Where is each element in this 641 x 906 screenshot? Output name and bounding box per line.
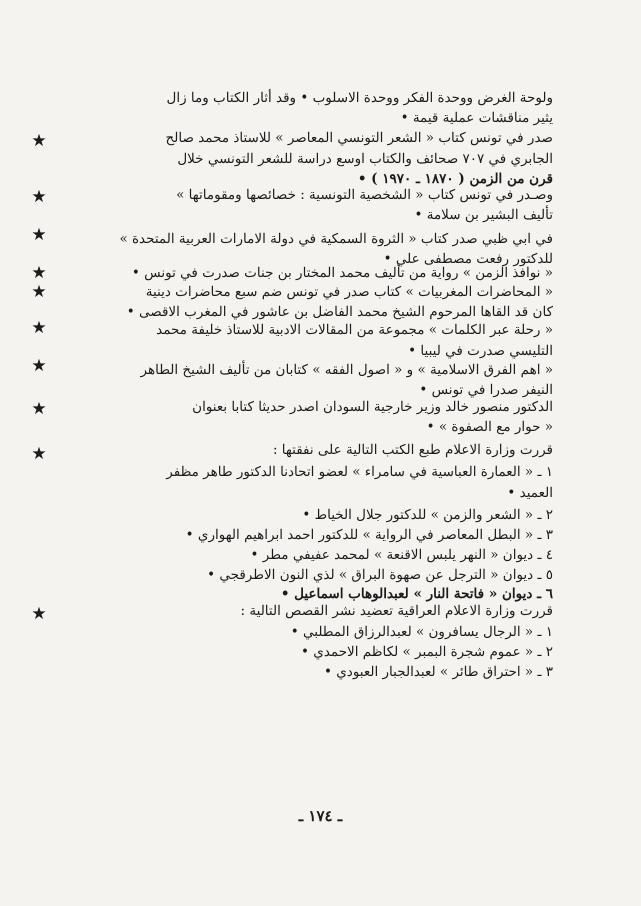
star-bullet-icon: ★ — [31, 263, 47, 283]
text-line: قررت وزارة الاعلام العراقية تعضيد نشر القصص التالية : — [240, 603, 553, 619]
text-line: تأليف البشير بن سلامة • — [414, 207, 553, 223]
text-line: الدكتور منصور خالد وزير خارجية السودان اصدر حديثا كتابا بعنوان — [192, 399, 553, 415]
text-line: التليسي صدرت في ليبيا • — [408, 343, 553, 359]
star-bullet-icon: ★ — [31, 444, 47, 464]
text-line: ٦ ـ ديوان « فاتحة النار » لعبدالوهاب اسماعيل • — [280, 586, 553, 602]
text-line: الجابري في ٧٠٧ صحائف والكتاب اوسع دراسة للشعر التونسي خلال — [177, 151, 553, 167]
text-line: « رحلة عبر الكلمات » مجموعة من المقالات الادبية للاستاذ خليفة محمد — [156, 322, 553, 338]
text-line: النيفر صدرا في تونس • — [419, 382, 553, 398]
text-line: يثير مناقشات عملية قيمة • — [400, 110, 553, 126]
star-bullet-icon: ★ — [31, 187, 47, 207]
text-line: قرن من الزمن ( ١٨٧٠ ـ ١٩٧٠ ) • — [357, 171, 553, 187]
text-line: ١ ـ « الرجال يسافرون » لعبدالرزاق المطلبي • — [290, 624, 553, 640]
star-bullet-icon: ★ — [31, 604, 47, 624]
text-line: وصـدر في تونس كتاب « الشخصية التونسية : خصائصها ومقوماتها » — [176, 187, 553, 203]
text-line: ٤ ـ ديوان « النهر يلبس الاقنعة » لمحمد عفيفي مطر • — [250, 547, 553, 563]
text-line: « نوافذ الزمن » رواية من تأليف محمد المختار بن جنات صدرت في تونس • — [131, 265, 553, 281]
text-line: ٣ ـ « احتراق طائر » لعبدالجبار العبودي • — [323, 664, 553, 680]
text-line: ولوحة الغرض ووحدة الفكر ووحدة الاسلوب • وقد أثار الكتاب وما زال — [166, 90, 553, 106]
star-bullet-icon: ★ — [31, 225, 47, 245]
text-line: « حوار مع الصفوة » • — [426, 419, 553, 435]
text-line: « اهم الفرق الاسلامية » و « اصول الفقه » كتابان من تأليف الشيخ الطاهر — [140, 362, 553, 378]
star-bullet-icon: ★ — [31, 356, 47, 376]
text-line: في ابي ظبي صدر كتاب « الثروة السمكية في دولة الامارات العربية المتحدة » — [119, 231, 553, 247]
text-line: العميد • — [507, 485, 553, 501]
star-bullet-icon: ★ — [31, 282, 47, 302]
text-line: ١ ـ « العمارة العباسية في سامراء » لعضو اتحادنا الدكتور طاهر مظفر — [166, 464, 553, 480]
star-bullet-icon: ★ — [31, 131, 47, 151]
text-line: كان قد القاها المرحوم الشيخ محمد الفاضل بن عاشور في المغرب الاقصى • — [126, 304, 553, 320]
star-bullet-icon: ★ — [31, 399, 47, 419]
text-line: ٥ ـ ديوان « الترجل عن صهوة البراق » لذي النون الاطرقجي • — [207, 567, 553, 583]
text-line: ٢ ـ « الشعر والزمن » للدكتور جلال الخياط • — [302, 507, 553, 523]
text-line: « المحاضرات المغربيات » كتاب صدر في تونس ضم سبع محاضرات دينية — [145, 284, 553, 300]
text-line: ٢ ـ « عموم شجرة البمبر » لكاظم الاحمدي • — [301, 644, 553, 660]
page-number: ـ ١٧٤ ـ — [298, 807, 343, 825]
text-line: ٣ ـ « البطل المعاصر في الرواية » للدكتور احمد ابراهيم الهواري • — [185, 527, 553, 543]
text-line: قررت وزارة الاعلام طبع الكتب التالية على نفقتها : — [272, 442, 553, 458]
star-bullet-icon: ★ — [31, 318, 47, 338]
text-line: صدر في تونس كتاب « الشعر التونسي المعاصر » للاستاذ محمد صالح — [165, 130, 553, 146]
text-line: للدكتور رفعت مصطفى علي • — [383, 251, 553, 267]
